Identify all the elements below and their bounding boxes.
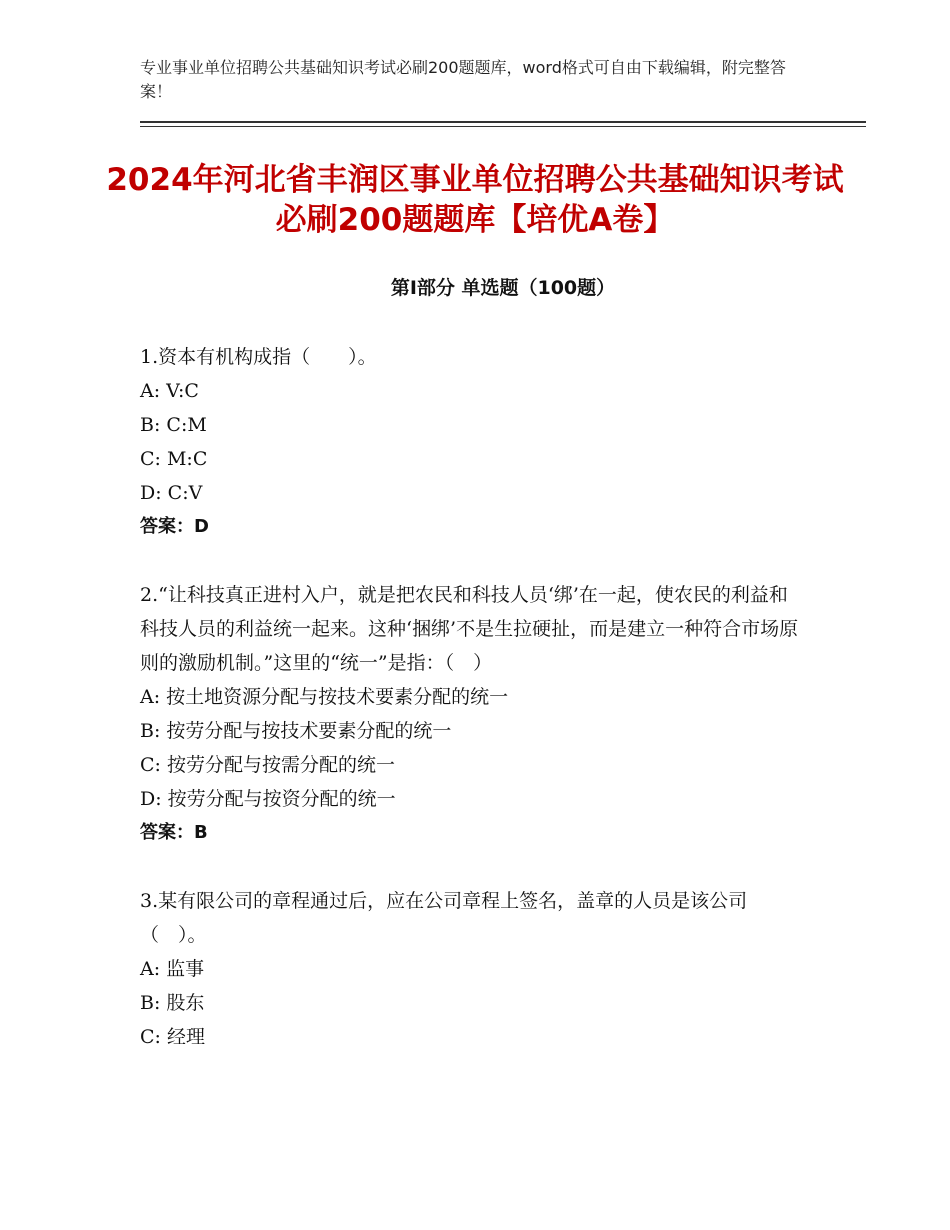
option-b: B: C:M [140,414,207,436]
option-b: B: 股东 [140,992,205,1014]
option-c: C: 经理 [140,1026,205,1048]
option-a: A: 监事 [140,958,205,980]
question-list [140,340,800,1088]
document-title: 2024年河北省丰润区事业单位招聘公共基础知识考试必刷200题题库【培优A卷】 [106,162,844,238]
header-rule-thick [140,121,866,123]
option-c: C: 按劳分配与按需分配的统一 [140,754,395,776]
section-title: 第Ⅰ部分 单选题（100题） [390,277,616,299]
header-rule-thin [140,126,866,127]
option-d: D: 按劳分配与按资分配的统一 [140,788,396,810]
answer: 答案：B [140,822,208,843]
answer: 答案：D [140,516,209,537]
question-stem: 1.资本有机构成指（ ）。 [140,346,377,368]
option-b: B: 按劳分配与按技术要素分配的统一 [140,720,452,742]
question-stem: 2.“让科技真正进村入户，就是把农民和科技人员‘绑’在一起，使农民的利益和科技人员的利益统一起来。这种‘捆绑’不是生拉硬扯，而是建立一种符合市场原则的激励机制。”这里的“统一”是指：（ ） [140,584,799,674]
option-d: D: C:V [140,482,203,504]
option-a: A: 按土地资源分配与按技术要素分配的统一 [140,686,509,708]
option-a: A: V:C [140,380,199,402]
question-1 [140,340,800,544]
question-2 [140,578,800,850]
option-c: C: M:C [140,448,208,470]
question-stem: 3.某有限公司的章程通过后，应在公司章程上签名，盖章的人员是该公司（ ）。 [140,890,748,946]
question-3 [140,884,800,1054]
header-note: 专业事业单位招聘公共基础知识考试必刷200题题库，word格式可自由下载编辑，附完整答案！ [140,58,786,101]
